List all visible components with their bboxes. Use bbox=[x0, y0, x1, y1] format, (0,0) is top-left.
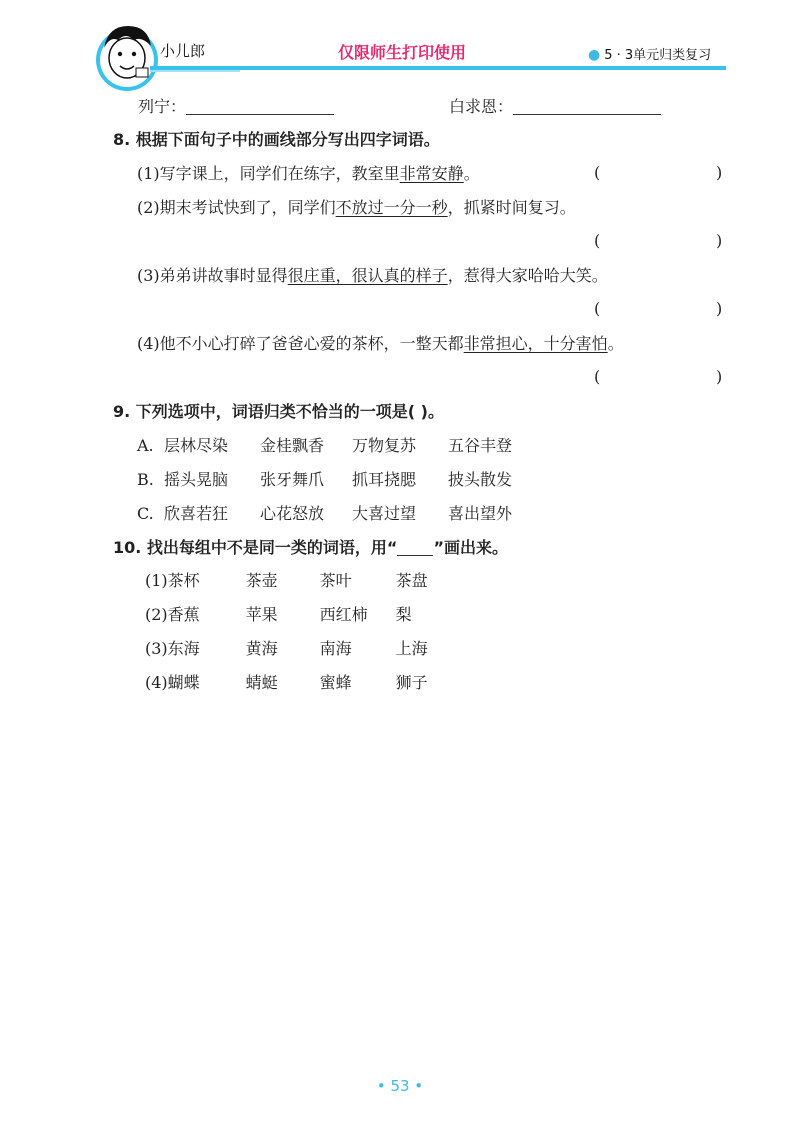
q8-item-4-underline: 非常担心，十分害怕 bbox=[463, 334, 608, 353]
q9-option-a[interactable] bbox=[137, 435, 512, 457]
q10-word[interactable]: 茶杯 bbox=[167, 571, 200, 590]
unit-title-text: 5 · 3单元归类复习 bbox=[604, 48, 712, 63]
q10-word[interactable]: 东海 bbox=[167, 639, 200, 658]
q10-group-label: (1) bbox=[145, 571, 168, 590]
q10-group-label: (4) bbox=[145, 673, 168, 692]
q9-option-c-word: 心花怒放 bbox=[260, 504, 325, 523]
q10-word[interactable]: 黄海 bbox=[245, 639, 278, 658]
q9-option-a-word: 金桂飘香 bbox=[260, 436, 325, 455]
q10-group-4 bbox=[145, 672, 428, 694]
unit-title bbox=[588, 44, 711, 63]
q8-item-3-paren-close: ) bbox=[716, 299, 723, 318]
q8-item-3-pre: (3)弟弟讲故事时显得 bbox=[137, 266, 288, 285]
q8-item-4-post: 。 bbox=[607, 334, 624, 353]
q10-word[interactable]: 蝴蝶 bbox=[167, 673, 200, 692]
q8-title: 8. 根据下面句子中的画线部分写出四字词语。 bbox=[113, 130, 440, 149]
q10-word[interactable]: 蜻蜓 bbox=[245, 673, 278, 692]
q10-word[interactable]: 狮子 bbox=[395, 673, 428, 692]
q10-group-label: (3) bbox=[145, 639, 168, 658]
q8-item-4-paren-open: ( bbox=[594, 367, 601, 386]
q10-title-underline-sample bbox=[397, 541, 433, 556]
brand-name: 小儿郎 bbox=[160, 42, 206, 60]
q8-item-2-paren-open: ( bbox=[594, 231, 601, 250]
q8-item-4-pre: (4)他不小心打碎了爸爸心爱的茶杯，一整天都 bbox=[137, 334, 464, 353]
q10-group-3 bbox=[145, 638, 428, 660]
q10-word[interactable]: 茶盘 bbox=[395, 571, 428, 590]
q9-option-a-word: 层林尽染 bbox=[164, 436, 229, 455]
q8-item-2-pre: (2)期末考试快到了，同学们 bbox=[137, 198, 336, 217]
q9-option-c[interactable] bbox=[137, 503, 512, 525]
q9-option-c-label: C. bbox=[137, 504, 154, 523]
q8-item-1-pre: (1)写字课上，同学们在练字，教室里 bbox=[137, 164, 400, 183]
q9-option-b-word: 抓耳挠腮 bbox=[352, 470, 417, 489]
q10-group-label: (2) bbox=[145, 605, 168, 624]
q8-item-3-underline: 很庄重，很认真的样子 bbox=[287, 266, 448, 285]
page-number: • 53 • bbox=[376, 1077, 424, 1095]
lenin-label: 列宁： bbox=[138, 97, 187, 116]
q10-word[interactable]: 茶叶 bbox=[319, 571, 352, 590]
q8-item-1-paren-close: ) bbox=[716, 163, 723, 182]
print-notice: 仅限师生打印使用 bbox=[338, 43, 467, 62]
q9-option-a-word: 五谷丰登 bbox=[448, 436, 513, 455]
bethune-answer-row bbox=[449, 96, 661, 118]
q8-item-2-post: ，抓紧时间复习。 bbox=[447, 198, 576, 217]
q8-item-2-paren-close: ) bbox=[716, 231, 723, 250]
q8-item-3-post: ，惹得大家哈哈大笑。 bbox=[447, 266, 608, 285]
q10-word[interactable]: 梨 bbox=[395, 605, 412, 624]
bethune-answer-blank[interactable] bbox=[513, 98, 661, 115]
q10-word[interactable]: 香蕉 bbox=[167, 605, 200, 624]
q8-item-2 bbox=[137, 197, 576, 219]
q9-option-a-word: 万物复苏 bbox=[352, 436, 417, 455]
page-header bbox=[0, 0, 800, 90]
q9-option-c-word: 大喜过望 bbox=[352, 504, 417, 523]
q10-group-2 bbox=[145, 604, 412, 626]
q8-item-2-underline: 不放过一分一秒 bbox=[335, 198, 448, 217]
q10-title-post: ”画出来。 bbox=[433, 538, 508, 557]
q10-word[interactable]: 西红柿 bbox=[319, 605, 368, 624]
q8-item-4 bbox=[137, 333, 624, 355]
q10-word[interactable]: 南海 bbox=[319, 639, 352, 658]
bullet-dot-icon: ● bbox=[588, 47, 601, 63]
mascot-boy-icon bbox=[94, 18, 160, 94]
q10-word[interactable]: 茶壶 bbox=[245, 571, 278, 590]
q10-word[interactable]: 蜜蜂 bbox=[319, 673, 352, 692]
q10-word[interactable]: 苹果 bbox=[245, 605, 278, 624]
lenin-answer-blank[interactable] bbox=[186, 98, 334, 115]
q8-item-4-paren-close: ) bbox=[716, 367, 723, 386]
q8-item-1-post: 。 bbox=[463, 164, 480, 183]
q9-title: 9. 下列选项中，词语归类不恰当的一项是( )。 bbox=[113, 402, 444, 421]
q10-word[interactable]: 上海 bbox=[395, 639, 428, 658]
q8-item-3 bbox=[137, 265, 608, 287]
q9-option-c-word: 欣喜若狂 bbox=[164, 504, 229, 523]
q8-item-1 bbox=[137, 163, 480, 185]
q9-option-b-word: 张牙舞爪 bbox=[260, 470, 325, 489]
q9-option-a-label: A. bbox=[137, 436, 154, 455]
q9-option-b-label: B. bbox=[137, 470, 154, 489]
q9-option-c-word: 喜出望外 bbox=[448, 504, 513, 523]
header-rule-accent bbox=[150, 70, 240, 72]
bethune-label: 白求恩： bbox=[449, 97, 514, 116]
lenin-answer-row bbox=[138, 96, 334, 118]
q10-title bbox=[113, 537, 508, 559]
q9-option-b-word: 披头散发 bbox=[448, 470, 513, 489]
q9-option-b-word: 摇头晃脑 bbox=[164, 470, 229, 489]
q8-item-3-paren-open: ( bbox=[594, 299, 601, 318]
q10-title-pre: 10. 找出每组中不是同一类的词语，用“ bbox=[113, 538, 398, 557]
q10-group-1 bbox=[145, 570, 428, 592]
q8-item-1-underline: 非常安静 bbox=[399, 164, 464, 183]
q8-item-1-paren-open: ( bbox=[594, 163, 601, 182]
q9-option-b[interactable] bbox=[137, 469, 512, 491]
